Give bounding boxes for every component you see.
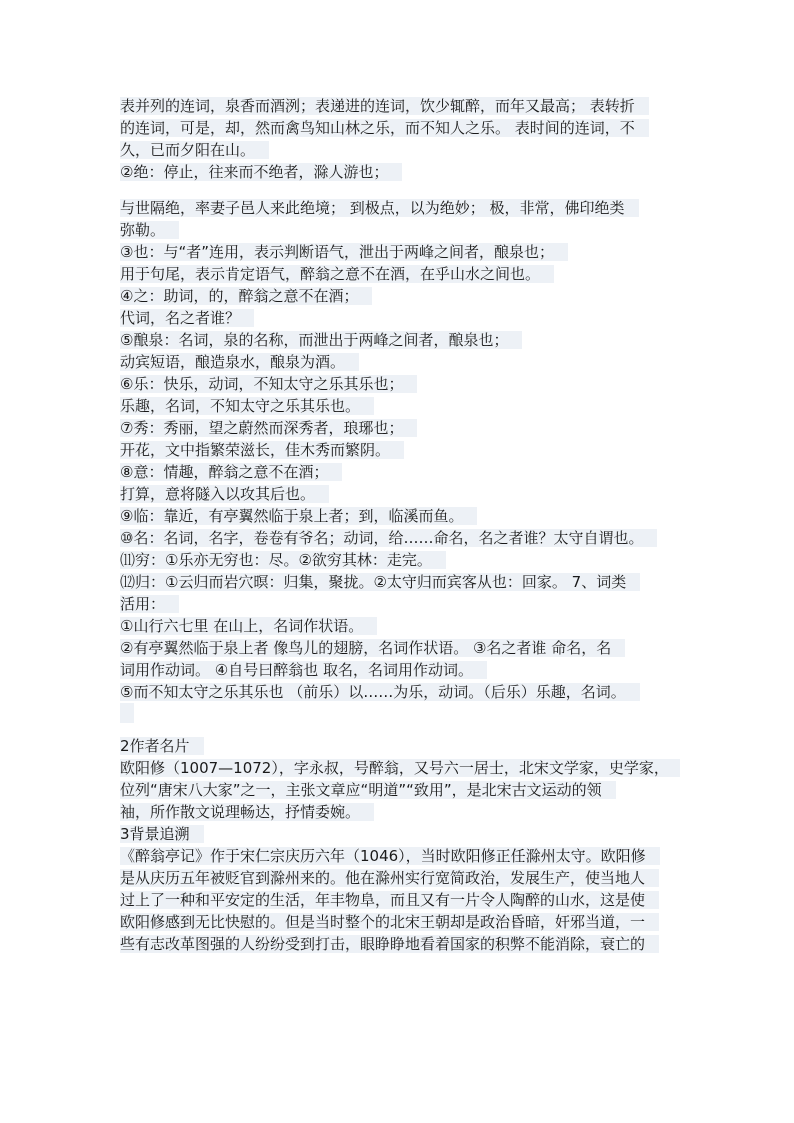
text-line: 弥勒。	[120, 219, 680, 241]
text-line: ⑤酿泉：名词，泉的名称，而泄出于两峰之间者，酿泉也；	[120, 329, 680, 351]
text-line: 久，已而夕阳在山。	[120, 139, 680, 161]
text-line: ②绝：停止，往来而不绝者，滁人游也；	[120, 161, 680, 183]
blank-highlight-line	[120, 703, 680, 725]
text-line: ⑾穷：①乐亦无穷也：尽。②欲穷其林：走完。	[120, 549, 680, 571]
text-line: 用于句尾，表示肯定语气，醉翁之意不在酒，在乎山水之间也。	[120, 263, 680, 285]
section-heading: 3背景追溯	[120, 823, 680, 845]
text-line: 欧阳修感到无比快慰的。但是当时整个的北宋王朝却是政治昏暗，奸邪当道，一	[120, 911, 680, 933]
text-line: ①山行六七里 在山上，名词作状语。	[120, 615, 680, 637]
text-line: ⑧意：情趣，醉翁之意不在酒；	[120, 461, 680, 483]
text-line: 乐趣，名词，不知太守之乐其乐也。	[120, 395, 680, 417]
text-line: 是从庆历五年被贬官到滁州来的。他在滁州实行宽简政治，发展生产，使当地人	[120, 867, 680, 889]
text-line: 些有志改革图强的人纷纷受到打击，眼睁睁地看着国家的积弊不能消除，衰亡的	[120, 933, 680, 955]
text-line: 词用作动词。 ④自号曰醉翁也 取名，名词用作动词。	[120, 659, 680, 681]
highlight-block	[120, 703, 134, 723]
section-heading: 2作者名片	[120, 735, 680, 757]
text-line: ⑥乐：快乐，动词，不知太守之乐其乐也；	[120, 373, 680, 395]
text-line: 《醉翁亭记》作于宋仁宗庆历六年（1046），当时欧阳修正任滁州太守。欧阳修	[120, 845, 680, 867]
paragraph-gap	[120, 183, 680, 197]
text-line: 袖，所作散文说理畅达，抒情委婉。	[120, 801, 680, 823]
text-line: 开花，文中指繁荣滋长，佳木秀而繁阴。	[120, 439, 680, 461]
text-line: ⑦秀：秀丽，望之蔚然而深秀者，琅琊也；	[120, 417, 680, 439]
text-line: ④之：助词，的，醉翁之意不在酒；	[120, 285, 680, 307]
text-line: ⑿归：①云归而岩穴暝：归集，聚拢。②太守归而宾客从也：回家。 7、词类	[120, 571, 680, 593]
text-line: 与世隔绝，率妻子邑人来此绝境； 到极点，以为绝妙； 极，非常，佛印绝类	[120, 197, 680, 219]
text-line: 动宾短语，酿造泉水，酿泉为酒。	[120, 351, 680, 373]
text-line: ②有亭翼然临于泉上者 像鸟儿的翅膀，名词作状语。 ③名之者谁 命名，名	[120, 637, 680, 659]
text-line: ⑨临：靠近，有亭翼然临于泉上者；到，临溪而鱼。	[120, 505, 680, 527]
document-body	[120, 95, 680, 955]
text-line: 的连词，可是，却，然而禽鸟知山林之乐，而不知人之乐。 表时间的连词，不	[120, 117, 680, 139]
text-line: ⑤而不知太守之乐其乐也 （前乐）以……为乐，动词。（后乐）乐趣，名词。	[120, 681, 680, 703]
paragraph-gap	[120, 725, 680, 735]
text-line: 代词，名之者谁？	[120, 307, 680, 329]
text-line: 打算，意将隧入以攻其后也。	[120, 483, 680, 505]
text-line: ⑩名：名词，名字，卷卷有爷名；动词，给……命名，名之者谁？太守自谓也。	[120, 527, 680, 549]
text-line: ③也：与“者”连用，表示判断语气，泄出于两峰之间者，酿泉也；	[120, 241, 680, 263]
text-line: 表并列的连词，泉香而酒洌；表递进的连词，饮少辄醉，而年又最高； 表转折	[120, 95, 680, 117]
text-line: 活用：	[120, 593, 680, 615]
text-line: 过上了一种和平安定的生活，年丰物阜，而且又有一片令人陶醉的山水，这是使	[120, 889, 680, 911]
text-line: 位列“唐宋八大家”之一，主张文章应“明道”“致用”，是北宋古文运动的领	[120, 779, 680, 801]
text-line: 欧阳修（1007—1072），字永叔，号醉翁，又号六一居士，北宋文学家，史学家，	[120, 757, 680, 779]
